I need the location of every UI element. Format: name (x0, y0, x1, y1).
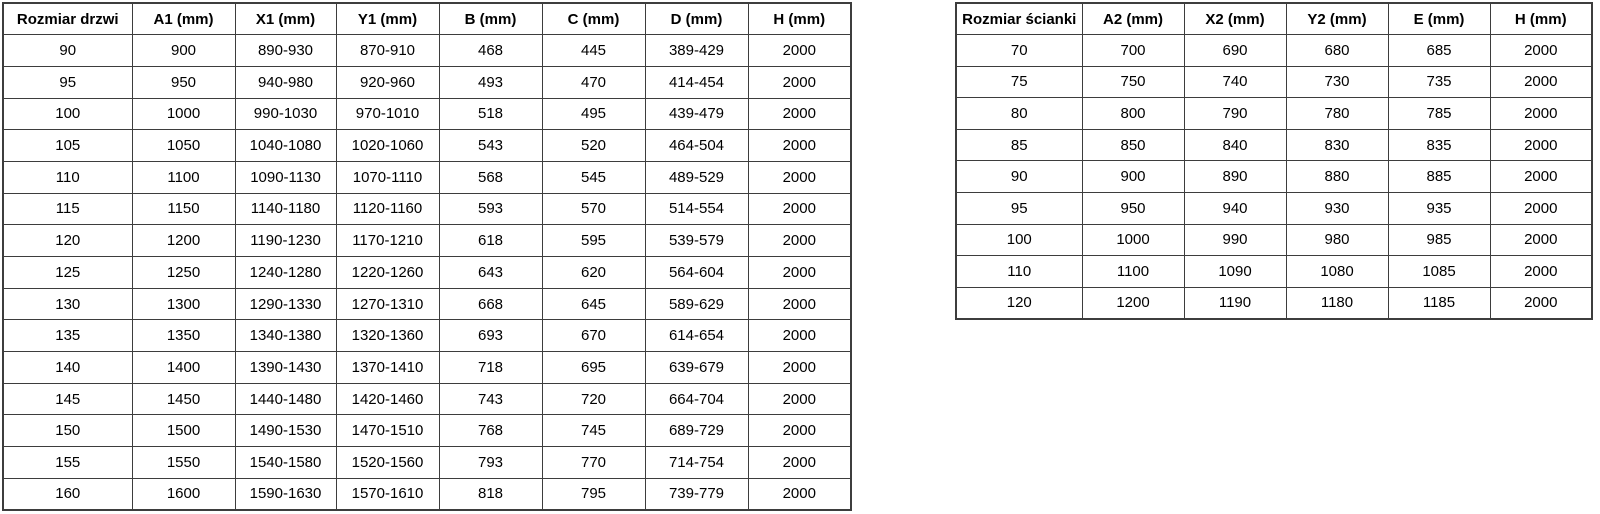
table-cell: 680 (1286, 35, 1388, 67)
table-cell: 1340-1380 (235, 320, 336, 352)
table-cell: 780 (1286, 98, 1388, 130)
table-row (3, 447, 851, 479)
table-cell: 489-529 (645, 161, 748, 193)
table-cell: 514-554 (645, 193, 748, 225)
table-cell: 940-980 (235, 66, 336, 98)
table-cell: 2000 (748, 320, 851, 352)
table-cell: 110 (3, 161, 132, 193)
column-header: Y1 (mm) (336, 3, 439, 35)
table-cell: 1420-1460 (336, 383, 439, 415)
table-row (3, 161, 851, 193)
table-cell: 140 (3, 352, 132, 384)
table-row (956, 193, 1592, 225)
table-cell: 685 (1388, 35, 1490, 67)
table-cell: 818 (439, 478, 542, 510)
table-cell: 120 (956, 287, 1082, 319)
table-row (3, 288, 851, 320)
table-cell: 2000 (748, 225, 851, 257)
table-cell: 795 (542, 478, 645, 510)
table-cell: 785 (1388, 98, 1490, 130)
table-cell: 100 (3, 98, 132, 130)
table-row (956, 224, 1592, 256)
table-cell: 595 (542, 225, 645, 257)
table-cell: 1200 (132, 225, 235, 257)
table-cell: 1090-1130 (235, 161, 336, 193)
table-row (956, 98, 1592, 130)
table-cell: 90 (3, 35, 132, 67)
column-header: Rozmiar ścianki (956, 3, 1082, 35)
table-cell: 1150 (132, 193, 235, 225)
column-header: D (mm) (645, 3, 748, 35)
table-cell: 70 (956, 35, 1082, 67)
table-cell: 743 (439, 383, 542, 415)
table-cell: 1000 (1082, 224, 1184, 256)
table-cell: 1085 (1388, 256, 1490, 288)
table-cell: 890-930 (235, 35, 336, 67)
table-cell: 990-1030 (235, 98, 336, 130)
table-cell: 570 (542, 193, 645, 225)
table-cell: 1470-1510 (336, 415, 439, 447)
table-cell: 1090 (1184, 256, 1286, 288)
table-cell: 593 (439, 193, 542, 225)
table-cell: 2000 (748, 66, 851, 98)
table-cell: 1040-1080 (235, 130, 336, 162)
table-cell: 1100 (132, 161, 235, 193)
table-cell: 695 (542, 352, 645, 384)
table-cell: 445 (542, 35, 645, 67)
column-header: A2 (mm) (1082, 3, 1184, 35)
table-cell: 545 (542, 161, 645, 193)
table-cell: 439-479 (645, 98, 748, 130)
table-row (956, 256, 1592, 288)
table-cell: 720 (542, 383, 645, 415)
column-header: X1 (mm) (235, 3, 336, 35)
table-row (956, 35, 1592, 67)
table-cell: 120 (3, 225, 132, 257)
table-row (3, 98, 851, 130)
table-cell: 1190-1230 (235, 225, 336, 257)
table-cell: 718 (439, 352, 542, 384)
table-cell: 80 (956, 98, 1082, 130)
table-cell: 468 (439, 35, 542, 67)
table-cell: 1200 (1082, 287, 1184, 319)
table-cell: 670 (542, 320, 645, 352)
table-cell: 639-679 (645, 352, 748, 384)
table-row (956, 66, 1592, 98)
table-cell: 714-754 (645, 447, 748, 479)
column-header: C (mm) (542, 3, 645, 35)
table-cell: 770 (542, 447, 645, 479)
table-cell: 2000 (1490, 129, 1592, 161)
table-cell: 2000 (748, 288, 851, 320)
table-row (3, 35, 851, 67)
table-cell: 2000 (1490, 161, 1592, 193)
table-cell: 2000 (748, 415, 851, 447)
table-cell: 464-504 (645, 130, 748, 162)
table-cell: 940 (1184, 193, 1286, 225)
table-row (956, 287, 1592, 319)
table-row (3, 352, 851, 384)
table-cell: 735 (1388, 66, 1490, 98)
table-cell: 495 (542, 98, 645, 130)
table-cell: 1080 (1286, 256, 1388, 288)
table-row (3, 130, 851, 162)
table-cell: 920-960 (336, 66, 439, 98)
column-header: Y2 (mm) (1286, 3, 1388, 35)
table-cell: 1600 (132, 478, 235, 510)
table-cell: 568 (439, 161, 542, 193)
table-cell: 690 (1184, 35, 1286, 67)
table-row (3, 383, 851, 415)
table-cell: 539-579 (645, 225, 748, 257)
table-cell: 1450 (132, 383, 235, 415)
table-row (3, 193, 851, 225)
table-cell: 564-604 (645, 257, 748, 289)
table-cell: 130 (3, 288, 132, 320)
table-cell: 90 (956, 161, 1082, 193)
table-cell: 2000 (1490, 287, 1592, 319)
table-cell: 125 (3, 257, 132, 289)
table-cell: 1250 (132, 257, 235, 289)
table-row (956, 129, 1592, 161)
table-cell: 950 (1082, 193, 1184, 225)
table-cell: 85 (956, 129, 1082, 161)
table-cell: 2000 (1490, 224, 1592, 256)
table-cell: 790 (1184, 98, 1286, 130)
table-cell: 2000 (1490, 256, 1592, 288)
table-cell: 1540-1580 (235, 447, 336, 479)
table-cell: 800 (1082, 98, 1184, 130)
table-cell: 105 (3, 130, 132, 162)
table-cell: 1240-1280 (235, 257, 336, 289)
column-header: X2 (mm) (1184, 3, 1286, 35)
table-cell: 1180 (1286, 287, 1388, 319)
table-cell: 745 (542, 415, 645, 447)
table-cell: 1140-1180 (235, 193, 336, 225)
table-cell: 110 (956, 256, 1082, 288)
table-cell: 614-654 (645, 320, 748, 352)
table-cell: 1570-1610 (336, 478, 439, 510)
table-cell: 930 (1286, 193, 1388, 225)
table-cell: 935 (1388, 193, 1490, 225)
table-cell: 543 (439, 130, 542, 162)
table-cell: 520 (542, 130, 645, 162)
table-cell: 950 (132, 66, 235, 98)
table-cell: 840 (1184, 129, 1286, 161)
table-cell: 493 (439, 66, 542, 98)
table-cell: 414-454 (645, 66, 748, 98)
table-cell: 1350 (132, 320, 235, 352)
table-cell: 970-1010 (336, 98, 439, 130)
table-cell: 1370-1410 (336, 352, 439, 384)
table-row (3, 225, 851, 257)
table-cell: 1100 (1082, 256, 1184, 288)
table-cell: 1270-1310 (336, 288, 439, 320)
table-cell: 643 (439, 257, 542, 289)
table-cell: 95 (3, 66, 132, 98)
table-cell: 2000 (748, 193, 851, 225)
table-row (3, 320, 851, 352)
table-cell: 1185 (1388, 287, 1490, 319)
table-cell: 389-429 (645, 35, 748, 67)
table-cell: 885 (1388, 161, 1490, 193)
door-sizes-table (2, 2, 852, 511)
table-cell: 730 (1286, 66, 1388, 98)
table-cell: 750 (1082, 66, 1184, 98)
table-cell: 2000 (748, 98, 851, 130)
table-cell: 620 (542, 257, 645, 289)
table-cell: 1490-1530 (235, 415, 336, 447)
table-cell: 768 (439, 415, 542, 447)
table-cell: 689-729 (645, 415, 748, 447)
table-cell: 830 (1286, 129, 1388, 161)
table-cell: 980 (1286, 224, 1388, 256)
table-cell: 1000 (132, 98, 235, 130)
table-row (3, 257, 851, 289)
table-cell: 793 (439, 447, 542, 479)
wall-sizes-table (955, 2, 1593, 320)
table-cell: 2000 (1490, 98, 1592, 130)
table-cell: 135 (3, 320, 132, 352)
table-cell: 668 (439, 288, 542, 320)
table-cell: 589-629 (645, 288, 748, 320)
table-cell: 470 (542, 66, 645, 98)
table-cell: 1520-1560 (336, 447, 439, 479)
table-cell: 880 (1286, 161, 1388, 193)
table-cell: 2000 (1490, 35, 1592, 67)
table-cell: 693 (439, 320, 542, 352)
table-cell: 1320-1360 (336, 320, 439, 352)
table-cell: 1400 (132, 352, 235, 384)
table-cell: 95 (956, 193, 1082, 225)
table-cell: 900 (132, 35, 235, 67)
table-cell: 2000 (748, 257, 851, 289)
table-cell: 739-779 (645, 478, 748, 510)
table-cell: 1120-1160 (336, 193, 439, 225)
table-cell: 145 (3, 383, 132, 415)
table-cell: 1550 (132, 447, 235, 479)
table-cell: 1300 (132, 288, 235, 320)
table-cell: 700 (1082, 35, 1184, 67)
table-cell: 1590-1630 (235, 478, 336, 510)
table-cell: 2000 (748, 161, 851, 193)
table-cell: 518 (439, 98, 542, 130)
table-cell: 2000 (748, 447, 851, 479)
table-cell: 2000 (748, 35, 851, 67)
table-cell: 740 (1184, 66, 1286, 98)
wall-table-header-row (956, 3, 1592, 35)
table-cell: 2000 (1490, 193, 1592, 225)
table-cell: 1070-1110 (336, 161, 439, 193)
table-cell: 645 (542, 288, 645, 320)
table-cell: 618 (439, 225, 542, 257)
table-cell: 835 (1388, 129, 1490, 161)
table-cell: 2000 (748, 478, 851, 510)
table-cell: 1390-1430 (235, 352, 336, 384)
table-cell: 890 (1184, 161, 1286, 193)
table-cell: 1050 (132, 130, 235, 162)
table-cell: 160 (3, 478, 132, 510)
table-cell: 155 (3, 447, 132, 479)
table-cell: 1500 (132, 415, 235, 447)
table-cell: 2000 (748, 130, 851, 162)
table-cell: 75 (956, 66, 1082, 98)
table-cell: 1290-1330 (235, 288, 336, 320)
table-cell: 850 (1082, 129, 1184, 161)
column-header: H (mm) (1490, 3, 1592, 35)
table-row (956, 161, 1592, 193)
column-header: E (mm) (1388, 3, 1490, 35)
table-cell: 1440-1480 (235, 383, 336, 415)
table-cell: 664-704 (645, 383, 748, 415)
table-cell: 1170-1210 (336, 225, 439, 257)
table-cell: 1020-1060 (336, 130, 439, 162)
table-cell: 115 (3, 193, 132, 225)
column-header: B (mm) (439, 3, 542, 35)
table-cell: 150 (3, 415, 132, 447)
table-cell: 2000 (1490, 66, 1592, 98)
table-cell: 985 (1388, 224, 1490, 256)
table-cell: 2000 (748, 352, 851, 384)
table-cell: 100 (956, 224, 1082, 256)
table-cell: 870-910 (336, 35, 439, 67)
table-cell: 1190 (1184, 287, 1286, 319)
table-cell: 900 (1082, 161, 1184, 193)
table-cell: 2000 (748, 383, 851, 415)
table-cell: 1220-1260 (336, 257, 439, 289)
table-row (3, 66, 851, 98)
table-cell: 990 (1184, 224, 1286, 256)
column-header: Rozmiar drzwi (3, 3, 132, 35)
table-row (3, 478, 851, 510)
door-table-header-row (3, 3, 851, 35)
column-header: A1 (mm) (132, 3, 235, 35)
column-header: H (mm) (748, 3, 851, 35)
table-row (3, 415, 851, 447)
